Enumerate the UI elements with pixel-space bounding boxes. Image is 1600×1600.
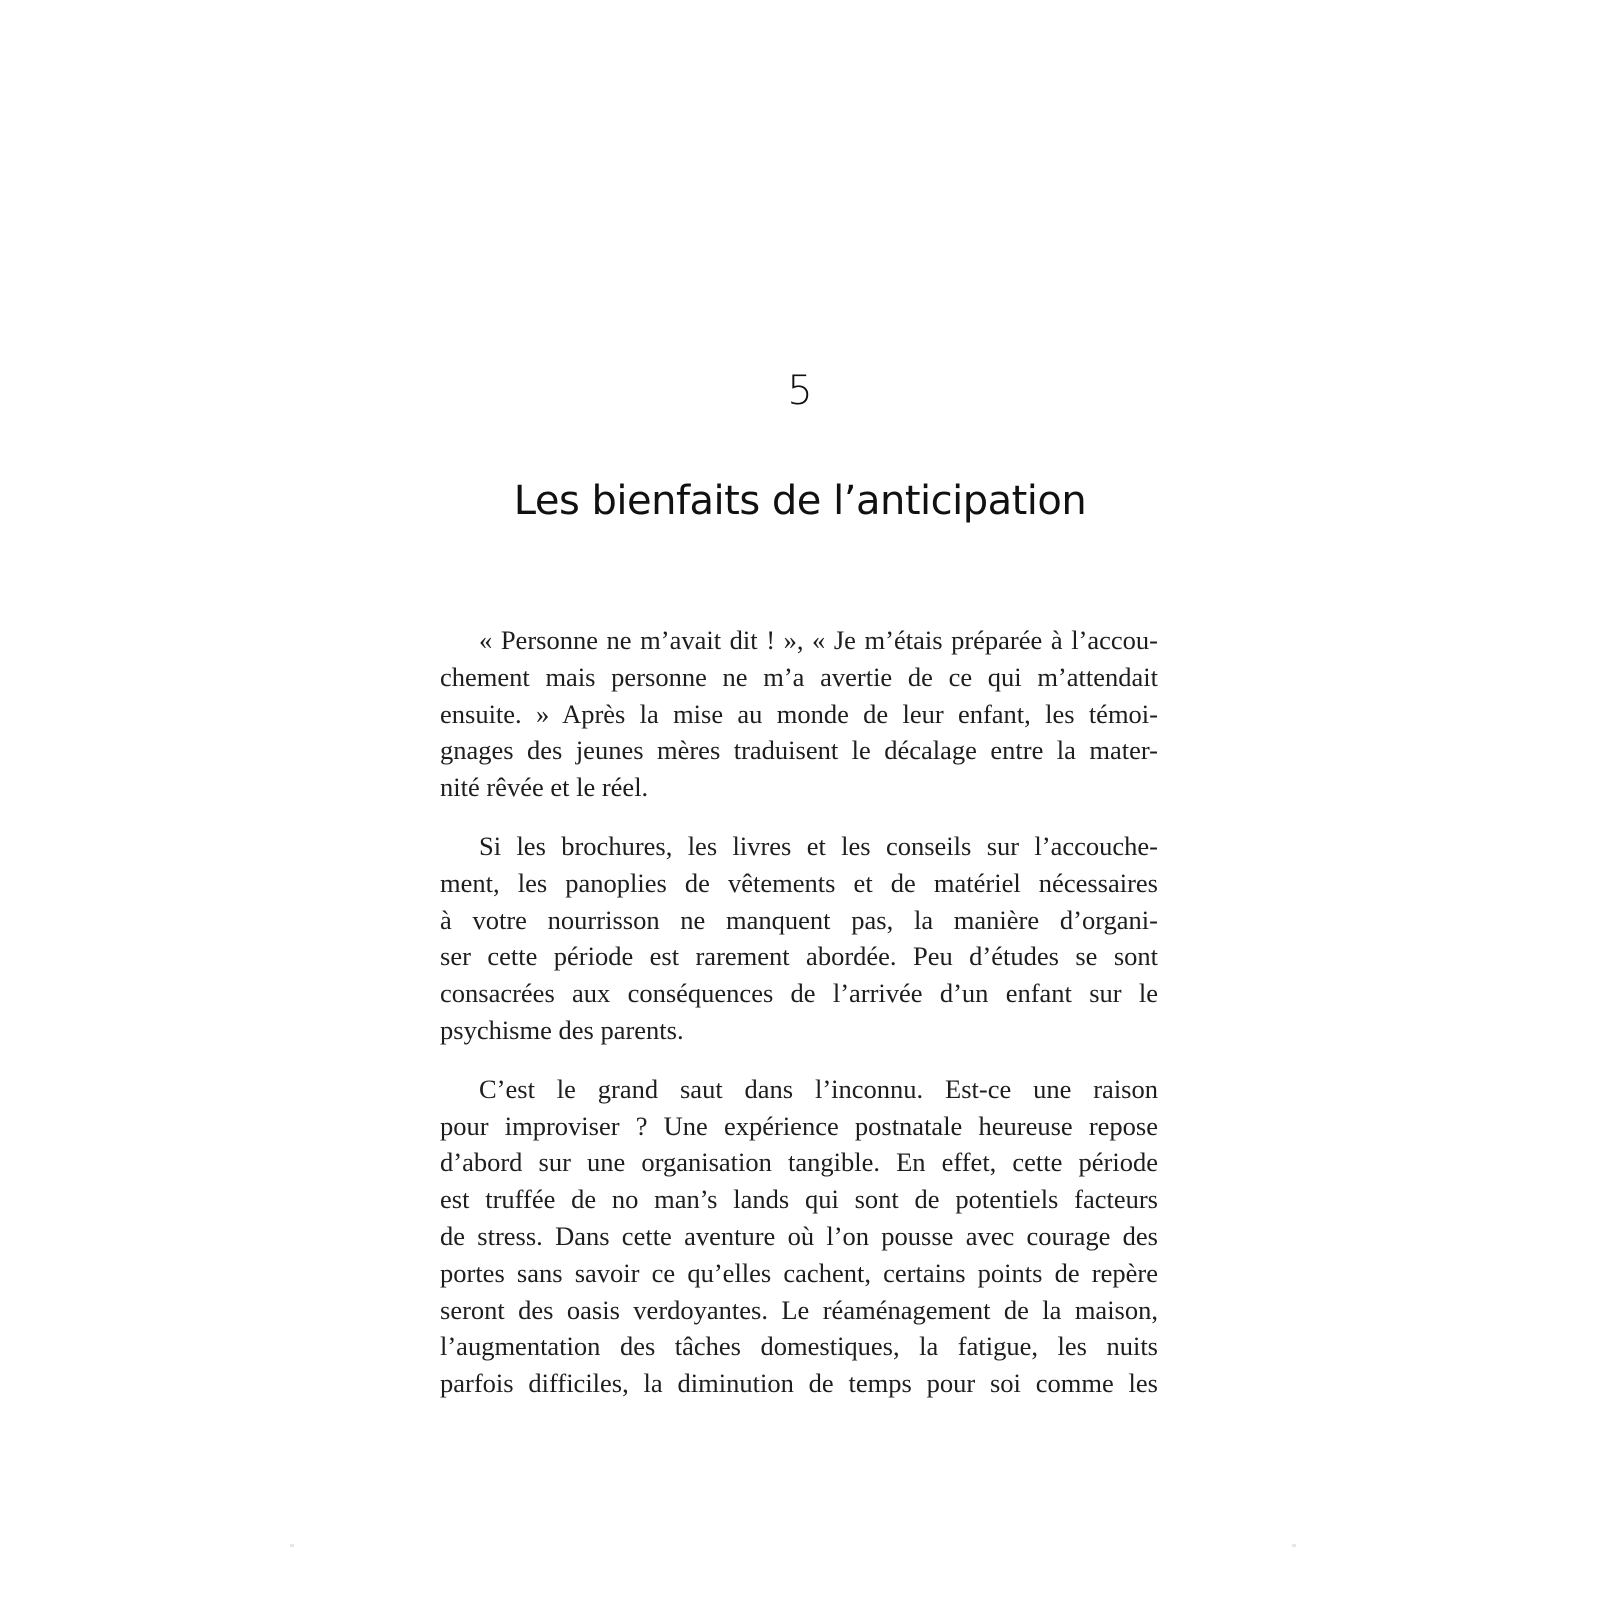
crop-mark-left <box>290 1544 294 1547</box>
text-line: de stress. Dans cette aventure où l’on pousse avec courage des <box>440 1220 1158 1251</box>
text-line: ser cette période est rarement abordée. Peu d’études se sont <box>440 941 1158 972</box>
chapter-title: Les bienfaits de l’anticipation <box>513 478 1087 524</box>
text-line: est truffée de no man’s lands qui sont de potentiels facteurs <box>440 1184 1158 1215</box>
text-line: C’est le grand saut dans l’inconnu. Est-ce une raison <box>479 1073 1158 1104</box>
text-line: pour improviser ? Une expérience postnatale heureuse repose <box>440 1110 1158 1141</box>
paragraph-3 <box>440 1071 1158 1402</box>
paragraph-1 <box>440 622 1158 806</box>
text-line: ensuite. » Après la mise au monde de leur enfant, les témoi- <box>440 698 1158 729</box>
text-line: chement mais personne ne m’a avertie de ce qui m’attendait <box>440 661 1158 692</box>
text-line: consacrées aux conséquences de l’arrivée d’un enfant sur le <box>440 978 1158 1009</box>
text-line: Si les brochures, les livres et les conseils sur l’accouche- <box>479 830 1158 861</box>
chapter-number: 5 <box>787 368 813 414</box>
text-line: psychisme des parents. <box>440 1014 684 1045</box>
text-line: parfois difficiles, la diminution de temps pour soi comme les <box>440 1368 1158 1399</box>
text-line: d’abord sur une organisation tangible. En effet, cette période <box>440 1147 1158 1178</box>
crop-mark-right <box>1292 1544 1296 1547</box>
text-line: « Personne ne m’avait dit ! », « Je m’étais préparée à l’accou- <box>479 625 1158 655</box>
text-line: l’augmentation des tâches domestiques, la fatigue, les nuits <box>440 1331 1158 1362</box>
chapter-body <box>440 622 1158 1424</box>
text-line: nité rêvée et le réel. <box>440 772 649 803</box>
text-line: seront des oasis verdoyantes. Le réaménagement de la maison, <box>440 1294 1158 1325</box>
paragraph-2 <box>440 828 1158 1049</box>
text-line: gnages des jeunes mères traduisent le décalage entre la mater- <box>440 735 1158 766</box>
text-line: portes sans savoir ce qu’elles cachent, certains points de repère <box>440 1257 1158 1288</box>
text-line: ment, les panoplies de vêtements et de matériel nécessaires <box>440 867 1158 898</box>
text-line: à votre nourrisson ne manquent pas, la manière d’organi- <box>440 904 1158 935</box>
